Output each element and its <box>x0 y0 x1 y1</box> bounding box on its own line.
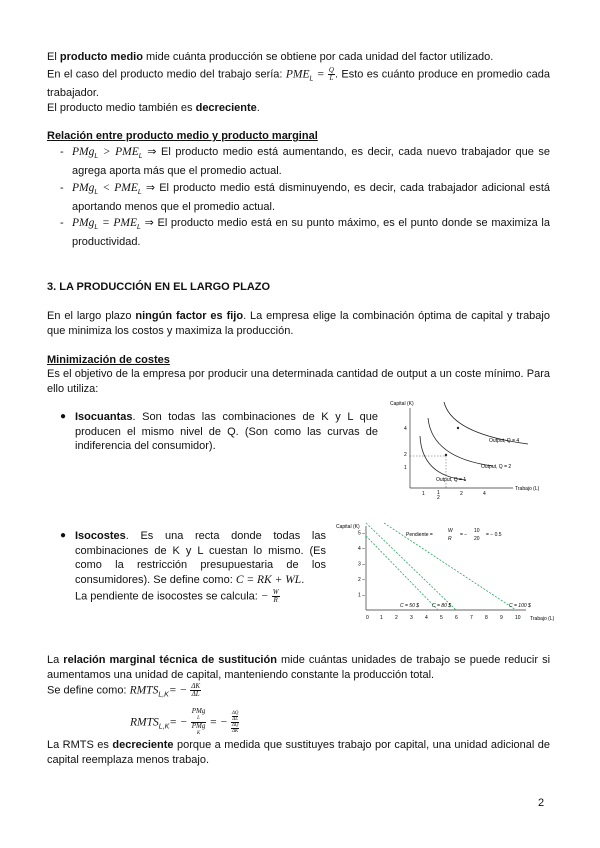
q-over-l-fraction: $\frac{Q}{L}$ <box>328 65 334 82</box>
intro-line-1: El producto medio mide cuánta producción se obtiene por cada unidad del factor utilizado. <box>47 51 494 63</box>
rmts-paragraph-2: La RMTS es decreciente porque a medida que sustituyes trabajo por capital, una unidad adicional de capital reemplaza menos trabajo. <box>47 739 550 766</box>
chart2-ytick: 4 – <box>358 546 365 552</box>
chart1-label-q2: Output, Q = 2 <box>481 464 512 470</box>
chart2-ylabel: Capital (K) <box>336 524 360 530</box>
chart1-xtick: 2 <box>460 491 463 497</box>
isocost-line-50 <box>366 536 438 610</box>
rmts-paragraph-1: La relación marginal técnica de sustitución mide cuántas unidades de trabajo se puede reducir si aumentamos una unidad de capital, manteniendo constante la producción total. <box>47 654 551 681</box>
chart2-slope-frac: W <box>448 528 453 534</box>
chart2-xtick: 10 <box>515 615 521 621</box>
isoquant-chart <box>388 396 558 501</box>
chart1-ytick: 4 <box>404 426 407 432</box>
term-producto-medio: producto medio <box>59 51 143 63</box>
chart2-xtick: 7 <box>470 615 473 621</box>
chart2-xtick: 5 <box>440 615 443 621</box>
chart2-label-100: C = 100 $ <box>509 603 531 609</box>
chart2-ytick: 3 – <box>358 561 365 568</box>
isocuantas-bullet: ● Isocuantas. Son todas las combinaciones de K y L que producen el mismo nivel de Q. (Son como las curvas de indiferencia del consumidor). <box>60 411 378 452</box>
page-number: 2 <box>538 797 545 809</box>
relation-item-3: - $PMg_L = PME_L$ ⇒ El producto medio está en su punto máximo, es el punto donde se maximiza la productividad. <box>60 217 550 248</box>
chart2-slope-frac: 10 <box>474 528 480 534</box>
chart1-ytick: 2 <box>404 452 407 458</box>
minimization-heading: Minimización de costes <box>47 354 170 366</box>
rmts-definition-line: Se define como: $RMTS_{L,K}=$ − $\frac{\Delta K}{\Delta L}$ <box>47 682 201 699</box>
chart2-origin: 0 <box>366 615 369 621</box>
chart1-ytick: 1 <box>404 465 407 471</box>
chart2-slope-frac: 20 <box>474 536 480 542</box>
intro-line-3: El producto medio también es decreciente. <box>47 101 260 114</box>
chart2-ytick: 1 – <box>358 592 365 599</box>
chart2-xtick: 4 <box>425 615 428 621</box>
relation-heading: Relación entre producto medio y producto marginal <box>47 130 318 142</box>
chart1-xtick: 2 <box>437 495 440 501</box>
isocost-chart <box>336 518 560 623</box>
isoquant-q1 <box>420 436 466 480</box>
isoquant-point <box>445 454 447 456</box>
chart2-xtick: 9 <box>500 615 503 621</box>
isocostes-bullet: ● Isocostes. Es una recta donde todas las combinaciones de K y L cuestan lo mismo. (Es como la restricción presupuestaria de los consumidores). Se define como: C = RK + WL. La pendiente de isocostes se calcula: − $\frac{W}{R}$ <box>60 530 326 604</box>
chart2-slope-frac: R <box>448 536 452 542</box>
chart1-ylabel: Capital (K) <box>390 401 414 407</box>
chart2-ytick: 2 – <box>358 577 365 583</box>
chart2-xtick: 6 <box>455 615 458 621</box>
rmts-formula: $RMTS_{L,K}=$ − PMg L PMg K = − ΔQ ΔL ΔQ ΔK <box>130 707 239 736</box>
chart2-xtick: 1 <box>380 615 383 621</box>
minimization-paragraph: Es el objetivo de la empresa por producir una determinada cantidad de output a un coste mínimo. Para ello utiliza: <box>47 368 550 395</box>
relation-item-2: - $PMg_L < PME_L$ ⇒ El producto medio está disminuyendo, es decir, cada trabajador adicional está aportando menos que el promedio actual. <box>60 182 550 213</box>
isocost-slope-line: La pendiente de isocostes se calcula: − $\frac{W}{R}$ <box>75 588 279 604</box>
chart2-label-80: C = 80 $ <box>432 603 452 609</box>
chart2-label-50: C = 50 $ <box>400 603 420 609</box>
isoquant-point <box>457 427 459 429</box>
chart1-xtick: 4 <box>483 491 486 497</box>
chart2-slope-value: = − 0.5 <box>486 532 502 538</box>
intro-paragraph <box>47 50 550 115</box>
bullet-icon: ● <box>60 530 67 541</box>
section-3-heading: 3. LA PRODUCCIÓN EN EL LARGO PLAZO <box>47 281 271 293</box>
chart2-xtick: 3 <box>410 615 413 621</box>
pme-symbol: PME <box>285 67 310 80</box>
intro-line-2: En el caso del producto medio del trabajo sería: $PME_L$ = $\frac{Q}{L}$ . Esto es cuánto produce en promedio cada trabajador. <box>47 65 550 100</box>
chart2-xtick: 8 <box>485 615 488 621</box>
isocost-formula: C = RK + WL <box>235 573 302 586</box>
chart1-xtick: 1 <box>422 491 425 497</box>
bullet-icon: ● <box>60 411 67 422</box>
chart1-xtick: 1 <box>437 490 440 496</box>
chart2-slope-label: Pendiente = <box>406 532 433 538</box>
relation-item-1: - $PMg_L > PME_L$ ⇒ El producto medio está aumentando, es decir, cada nuevo trabajador que se agrega aporta más que el promedio actual. <box>60 146 550 177</box>
isoquant-q2 <box>428 418 493 466</box>
chart2-slope-eq: = − <box>460 532 468 538</box>
chart1-label-q4: Output, Q = 4 <box>489 438 520 444</box>
chart2-xtick: 2 <box>395 615 398 621</box>
chart2-ytick: 5 – <box>358 530 365 537</box>
chart1-xlabel: Trabajo (L) <box>515 486 540 492</box>
section-3-paragraph: En el largo plazo ningún factor es fijo. La empresa elige la combinación óptima de capital y trabajo que minimiza los costos y maximiza la producción. <box>47 310 550 337</box>
chart2-xlabel: Trabajo (L) <box>530 616 555 622</box>
chart1-label-q1: Output, Q = 1 <box>436 477 467 483</box>
